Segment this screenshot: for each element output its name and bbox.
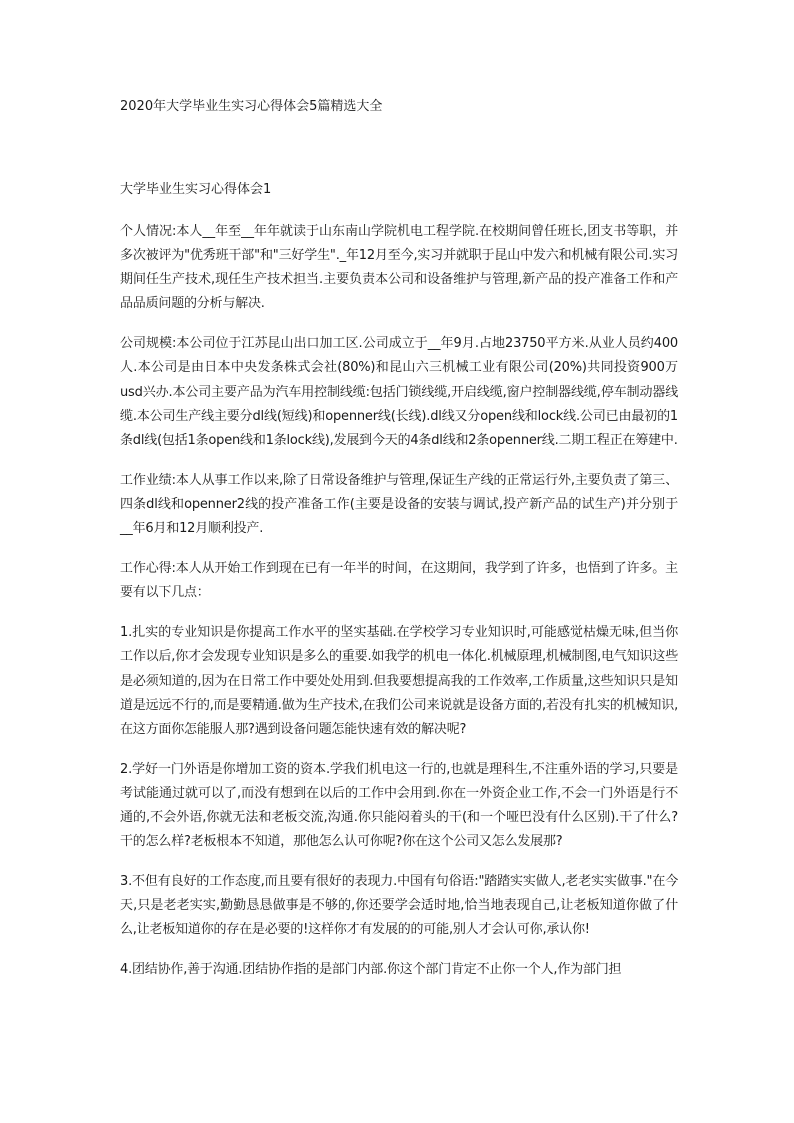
paragraph-work-performance: 工作业绩:本人从事工作以来,除了日常设备维护与管理,保证生产线的正常运行外,主要负责了第三、四条dl线和openner2线的投产准备工作(主要是设备的安装与调试,投产新产品的试生产)并分别于__年6月和12月顺利投产. xyxy=(120,472,678,537)
paragraph-company-scale: 公司规模:本公司位于江苏昆山出口加工区.公司成立于__年9月.占地23750平方米.从业人员约400人.本公司是由日本中央发条株式会社(80%)和昆山六三机械工业有限公司(20%)共同投资900万usd兴办.本公司主要产品为汽车用控制线缆:包括门锁线缆,开启线缆,窗户控制器线缆,停车制动器线缆.本公司生产线主要分dl线(短线)和openner线(长线).dl线又分open线和lock线.公司已由最初的1条dl线(包括1条open线和1条lock线),发展到今天的4条dl线和2条openner线.二期工程正在筹建中. xyxy=(120,336,678,448)
paragraph-point-4: 4.团结协作,善于沟通.团结协作指的是部门内部.你这个部门肯定不止你一个人,作为部门担 xyxy=(120,962,622,978)
paragraph-point-2: 2.学好一门外语是你增加工资的资本.学我们机电这一行的,也就是理科生,不注重外语的学习,只要是考试能通过就可以了,而没有想到在以后的工作中会用到.你在一外资企业工作,不会一门外语是行不通的,不会外语,你就无法和老板交流,沟通.你只能闷着头的干(和一个哑巴没有什么区别).干了什么?干的怎么样?老板根本不知道，那他怎么认可你呢?你在这个公司又怎么发展那? xyxy=(120,761,678,850)
document-title: 2020年大学毕业生实习心得体会5篇精选大全 xyxy=(120,99,383,114)
paragraph-point-3: 3.不但有良好的工作态度,而且要有很好的表现力.中国有句俗语:"踏踏实实做人,老老实实做事."在今天,只是老老实实,勤勤恳恳做事是不够的,你还要学会适时地,恰当地表现自己,让老板知道你做了什么,让老板知道你的存在是必要的!这样你才有发展的的可能,别人才会认可你,承认你! xyxy=(120,874,678,938)
paragraph-personal-info: 个人情况:本人__年至__年年就读于山东南山学院机电工程学院.在校期间曾任班长,团支书等职，并多次被评为"优秀班干部"和"三好学生"._年12月至今,实习并就职于昆山中发六和机械有限公司.实习期间任生产技术,现任生产技术担当.主要负责本公司和设备维护与管理,新产品的投产准备工作和产品品质问题的分析与解决. xyxy=(120,224,678,312)
section-heading: 大学毕业生实习心得体会1 xyxy=(120,182,272,197)
paragraph-point-1: 1.扎实的专业知识是你提高工作水平的坚实基础.在学校学习专业知识时,可能感觉枯燥无味,但当你工作以后,你才会发现专业知识是多么的重要.如我学的机电一体化.机械原理,机械制图,电气知识这些是必须知道的,因为在日常工作中要处处用到.但我要想提高我的工作效率,工作质量,这些知识只是知道是远远不行的,而是要精通.做为生产技术,在我们公司来说就是设备方面的,若没有扎实的机械知识,在这方面你怎能服人那?遇到设备问题怎能快速有效的解决呢? xyxy=(120,625,678,737)
paragraph-work-insights: 工作心得:本人从开始工作到现在已有一年半的时间，在这期间，我学到了许多，也悟到了许多。主要有以下几点： xyxy=(120,561,678,601)
document-body xyxy=(120,220,678,999)
